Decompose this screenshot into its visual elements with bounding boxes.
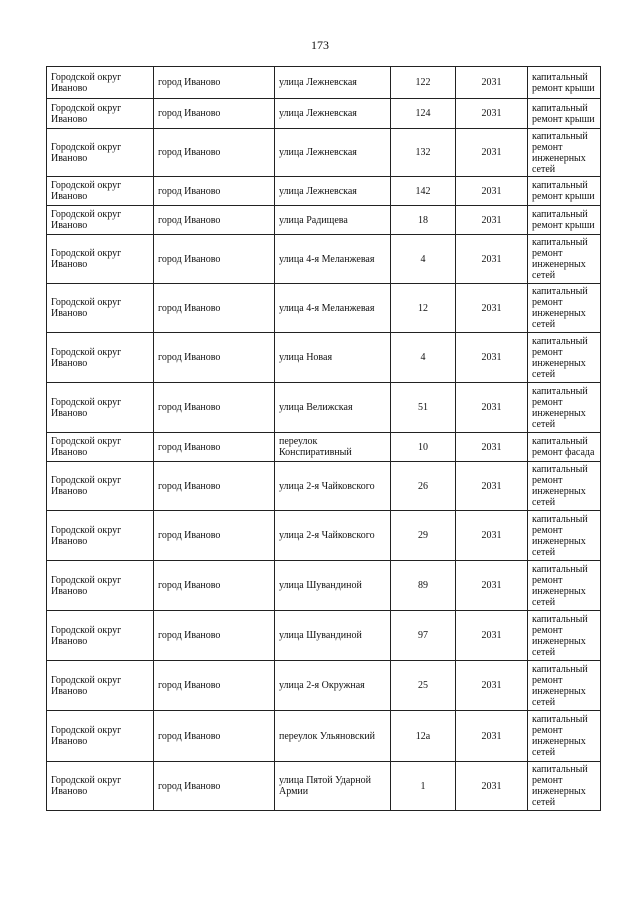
cell-settlement: город Иваново [154, 762, 275, 811]
cell-house-number: 29 [391, 511, 456, 561]
cell-settlement: город Иваново [154, 284, 275, 333]
table-row [47, 611, 601, 661]
cell-street: переулок Ульяновский [275, 711, 391, 762]
cell-settlement: город Иваново [154, 611, 275, 661]
cell-work-type: капитальный ремонт инженерных сетей [528, 661, 601, 711]
cell-street: улица Новая [275, 333, 391, 383]
cell-municipal-okrug: Городской округ Иваново [47, 206, 154, 235]
cell-house-number: 132 [391, 129, 456, 177]
cell-street: улица Велижская [275, 383, 391, 433]
cell-house-number: 124 [391, 99, 456, 129]
cell-house-number: 26 [391, 462, 456, 511]
cell-settlement: город Иваново [154, 561, 275, 611]
cell-year: 2031 [456, 99, 528, 129]
cell-house-number: 4 [391, 333, 456, 383]
cell-street: улица 4-я Меланжевая [275, 284, 391, 333]
cell-municipal-okrug: Городской округ Иваново [47, 383, 154, 433]
cell-work-type: капитальный ремонт крыши [528, 99, 601, 129]
cell-settlement: город Иваново [154, 206, 275, 235]
cell-municipal-okrug: Городской округ Иваново [47, 177, 154, 206]
cell-house-number: 25 [391, 661, 456, 711]
cell-work-type: капитальный ремонт инженерных сетей [528, 511, 601, 561]
cell-house-number: 18 [391, 206, 456, 235]
cell-work-type: капитальный ремонт инженерных сетей [528, 762, 601, 811]
cell-settlement: город Иваново [154, 433, 275, 462]
cell-municipal-okrug: Городской округ Иваново [47, 129, 154, 177]
cell-house-number: 10 [391, 433, 456, 462]
cell-year: 2031 [456, 129, 528, 177]
cell-year: 2031 [456, 433, 528, 462]
cell-municipal-okrug: Городской округ Иваново [47, 561, 154, 611]
table-row [47, 561, 601, 611]
cell-street: улица Радищева [275, 206, 391, 235]
cell-year: 2031 [456, 661, 528, 711]
table-row [47, 511, 601, 561]
table-row [47, 177, 601, 206]
table-row [47, 333, 601, 383]
cell-house-number: 51 [391, 383, 456, 433]
cell-work-type: капитальный ремонт инженерных сетей [528, 284, 601, 333]
cell-street: улица 2-я Чайковского [275, 511, 391, 561]
table-row [47, 433, 601, 462]
cell-street: улица Шувандиной [275, 561, 391, 611]
table-row [47, 99, 601, 129]
cell-year: 2031 [456, 67, 528, 99]
cell-work-type: капитальный ремонт инженерных сетей [528, 333, 601, 383]
cell-year: 2031 [456, 333, 528, 383]
cell-house-number: 4 [391, 235, 456, 284]
table-row [47, 129, 601, 177]
table-row [47, 762, 601, 811]
cell-work-type: капитальный ремонт инженерных сетей [528, 235, 601, 284]
cell-year: 2031 [456, 561, 528, 611]
cell-municipal-okrug: Городской округ Иваново [47, 762, 154, 811]
cell-year: 2031 [456, 611, 528, 661]
cell-settlement: город Иваново [154, 67, 275, 99]
cell-settlement: город Иваново [154, 383, 275, 433]
cell-house-number: 1 [391, 762, 456, 811]
cell-municipal-okrug: Городской округ Иваново [47, 284, 154, 333]
cell-work-type: капитальный ремонт фасада [528, 433, 601, 462]
cell-street: улица Лежневская [275, 67, 391, 99]
cell-street: улица Лежневская [275, 129, 391, 177]
cell-municipal-okrug: Городской округ Иваново [47, 711, 154, 762]
cell-street: улица 4-я Меланжевая [275, 235, 391, 284]
cell-settlement: город Иваново [154, 462, 275, 511]
cell-street: улица Лежневская [275, 177, 391, 206]
cell-municipal-okrug: Городской округ Иваново [47, 433, 154, 462]
cell-year: 2031 [456, 383, 528, 433]
cell-settlement: город Иваново [154, 235, 275, 284]
table-row [47, 206, 601, 235]
cell-settlement: город Иваново [154, 99, 275, 129]
cell-municipal-okrug: Городской округ Иваново [47, 511, 154, 561]
repair-plan-table [46, 66, 601, 811]
cell-house-number: 89 [391, 561, 456, 611]
cell-settlement: город Иваново [154, 177, 275, 206]
table-body [47, 67, 601, 811]
table-row [47, 711, 601, 762]
cell-house-number: 97 [391, 611, 456, 661]
cell-work-type: капитальный ремонт инженерных сетей [528, 129, 601, 177]
cell-street: улица Пятой Ударной Армии [275, 762, 391, 811]
cell-street: улица Лежневская [275, 99, 391, 129]
cell-settlement: город Иваново [154, 333, 275, 383]
cell-work-type: капитальный ремонт инженерных сетей [528, 383, 601, 433]
cell-municipal-okrug: Городской округ Иваново [47, 99, 154, 129]
cell-work-type: капитальный ремонт крыши [528, 67, 601, 99]
cell-municipal-okrug: Городской округ Иваново [47, 661, 154, 711]
cell-year: 2031 [456, 284, 528, 333]
cell-year: 2031 [456, 177, 528, 206]
cell-house-number: 12 [391, 284, 456, 333]
cell-year: 2031 [456, 206, 528, 235]
cell-house-number: 122 [391, 67, 456, 99]
cell-year: 2031 [456, 711, 528, 762]
cell-house-number: 142 [391, 177, 456, 206]
cell-settlement: город Иваново [154, 511, 275, 561]
cell-municipal-okrug: Городской округ Иваново [47, 67, 154, 99]
cell-street: улица Шувандиной [275, 611, 391, 661]
page-number: 173 [311, 38, 329, 52]
table-row [47, 67, 601, 99]
cell-municipal-okrug: Городской округ Иваново [47, 611, 154, 661]
cell-municipal-okrug: Городской округ Иваново [47, 333, 154, 383]
table-row [47, 383, 601, 433]
cell-work-type: капитальный ремонт крыши [528, 206, 601, 235]
table-row [47, 661, 601, 711]
cell-street: улица 2-я Чайковского [275, 462, 391, 511]
cell-work-type: капитальный ремонт инженерных сетей [528, 611, 601, 661]
cell-municipal-okrug: Городской округ Иваново [47, 235, 154, 284]
cell-municipal-okrug: Городской округ Иваново [47, 462, 154, 511]
cell-year: 2031 [456, 462, 528, 511]
cell-work-type: капитальный ремонт инженерных сетей [528, 462, 601, 511]
cell-year: 2031 [456, 235, 528, 284]
cell-work-type: капитальный ремонт инженерных сетей [528, 711, 601, 762]
cell-settlement: город Иваново [154, 129, 275, 177]
cell-settlement: город Иваново [154, 711, 275, 762]
cell-work-type: капитальный ремонт инженерных сетей [528, 561, 601, 611]
table-row [47, 284, 601, 333]
cell-settlement: город Иваново [154, 661, 275, 711]
cell-work-type: капитальный ремонт крыши [528, 177, 601, 206]
table-row [47, 462, 601, 511]
cell-year: 2031 [456, 511, 528, 561]
table-row [47, 235, 601, 284]
cell-street: переулок Конспиративный [275, 433, 391, 462]
cell-street: улица 2-я Окружная [275, 661, 391, 711]
cell-year: 2031 [456, 762, 528, 811]
cell-house-number: 12а [391, 711, 456, 762]
